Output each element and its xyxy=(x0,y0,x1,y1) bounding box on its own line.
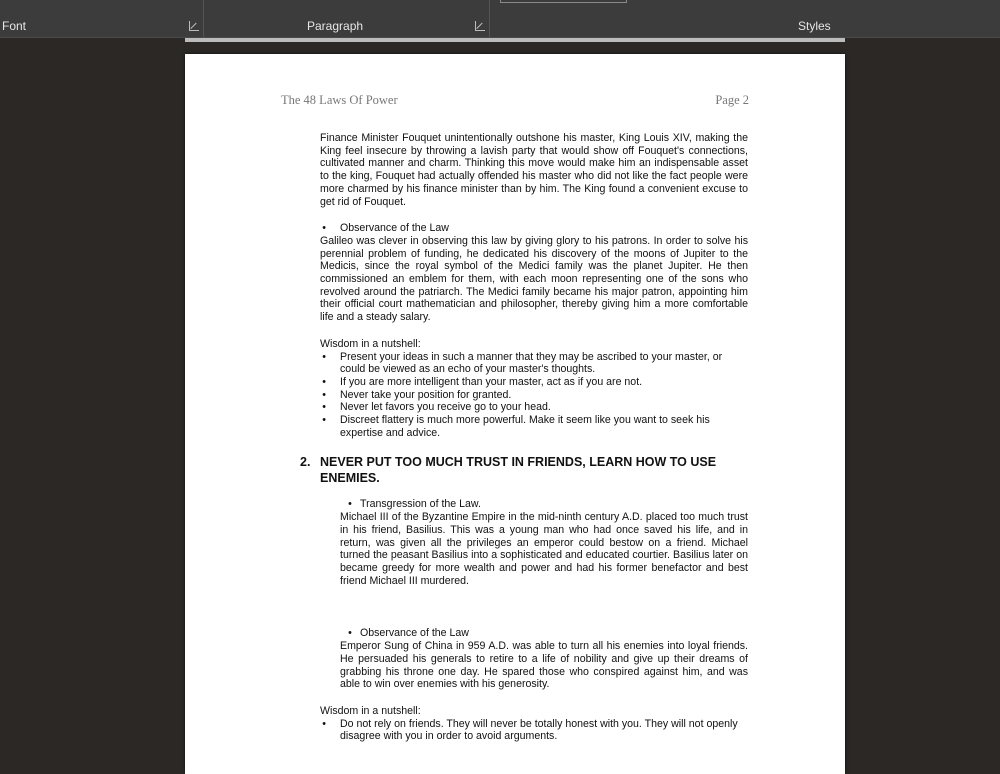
styles-gallery[interactable] xyxy=(500,0,627,3)
wisdom-item: Never take your position for granted. xyxy=(340,388,512,401)
paragraph-group-label: Paragraph xyxy=(307,19,364,33)
intro-paragraph: Finance Minister Fouquet unintentionally outshone his master, King Louis XIV, making the King feel insecure by throwing a lavish party that would show off Fouquet's connections, cultivated manner and charm. Thinking this move would make him an indispensable asset to the king, Fouquet had actually offended his master who did not like the fact people were more charmed by his finance minister than by him. The King found a convenient excuse to get rid of Fouquet. xyxy=(320,132,748,208)
law-title: NEVER PUT TOO MUCH TRUST IN FRIENDS, LEARN HOW TO USE ENEMIES. xyxy=(320,455,717,485)
observance-paragraph: Galileo was clever in observing this law by giving glory to his patrons. In order to solve his perennial problem of funding, he dedicated his discovery of the moons of Jupiter to the Medicis, since the royal symbol of the Medici family was the planet Jupiter. He then commissioned an emblem for them, with each moon representing one of the sons who revolved around the patriarch. The Medici family became his major patron, appointing him their official court mathematician and philosopher, thereby giving him a more comfortable life and a steady salary. xyxy=(320,234,748,324)
law-heading xyxy=(300,455,748,486)
list-item xyxy=(320,401,748,414)
bullet-icon: • xyxy=(322,401,326,414)
list-item xyxy=(320,222,748,235)
list-item xyxy=(320,351,748,376)
wisdom-item: Discreet flattery is much more powerful. Make it seem like you want to seek his expertise and advice. xyxy=(340,414,710,439)
list-item xyxy=(340,498,748,511)
page-ruler-edge xyxy=(185,38,845,42)
ribbon-separator xyxy=(203,0,204,37)
ribbon xyxy=(0,0,1000,38)
page-header-title: The 48 Laws Of Power xyxy=(281,93,398,107)
wisdom-item: Never let favors you receive go to your head. xyxy=(340,401,551,414)
list-item xyxy=(340,627,748,640)
wisdom-item: If you are more intelligent than your master, act as if you are not. xyxy=(340,375,643,388)
bullet-icon: • xyxy=(348,627,352,640)
law-number: 2. xyxy=(300,455,311,470)
observance-paragraph: Emperor Sung of China in 959 A.D. was able to turn all his enemies into loyal friends. He persuaded his generals to retire to a life of nobility and give up their dreams of grabbing his throne one day. He spared those who conspired against him, and was able to win over enemies with his generosity. xyxy=(340,640,748,691)
wisdom-label: Wisdom in a nutshell: xyxy=(320,337,421,350)
paragraph-dialog-launcher-icon[interactable] xyxy=(475,21,485,31)
styles-group-label: Styles xyxy=(798,19,831,33)
bullet-icon: • xyxy=(322,388,326,401)
wisdom-item: Present your ideas in such a manner that they may be ascribed to your master, or could be viewed as an echo of your master's thoughts. xyxy=(340,350,723,376)
ribbon-separator xyxy=(489,0,490,37)
page-body[interactable] xyxy=(300,132,748,743)
bullet-icon: • xyxy=(348,498,352,511)
wisdom-item: Do not rely on friends. They will never be totally honest with you. They will not openly disagree with you in order to avoid arguments. xyxy=(340,717,738,743)
observance-label: Observance of the Law xyxy=(360,627,469,640)
list-item xyxy=(320,414,748,439)
transgression-paragraph: Michael III of the Byzantine Empire in the mid-ninth century A.D. placed too much trust in his friend, Basilius. This was a young man who had once saved his life, and in return, was given all the privileges an emperor could bestow on a friend. Michael turned the peasant Basilius into a sophisticated and educated courtier. Basilius later on became greedy for more wealth and power and had his former benefactor and best friend Michael III murdered. xyxy=(340,511,748,587)
font-group-label: Font xyxy=(2,19,27,33)
page-header-page-number: Page 2 xyxy=(715,93,749,107)
list-item xyxy=(320,376,748,389)
document-page[interactable] xyxy=(185,54,845,774)
transgression-label: Transgression of the Law. xyxy=(360,498,481,511)
bullet-icon: • xyxy=(322,375,326,388)
list-item xyxy=(320,389,748,402)
bullet-icon: • xyxy=(322,414,326,427)
observance-label: Observance of the Law xyxy=(340,222,449,235)
font-dialog-launcher-icon[interactable] xyxy=(189,21,199,31)
bullet-icon: • xyxy=(322,350,326,363)
bullet-icon: • xyxy=(322,222,326,235)
bullet-icon: • xyxy=(322,717,326,730)
law2-section xyxy=(320,498,748,690)
wisdom-label: Wisdom in a nutshell: xyxy=(320,704,421,717)
list-item xyxy=(320,718,748,743)
